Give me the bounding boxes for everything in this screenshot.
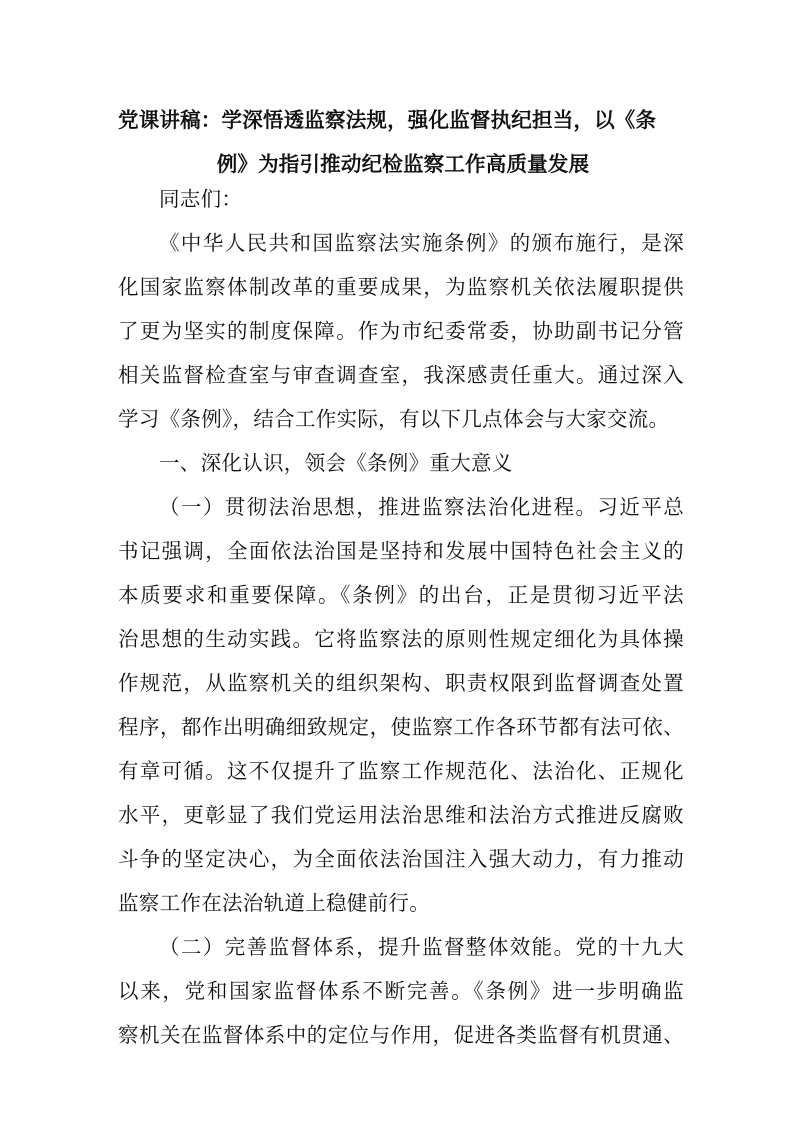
paragraph-line: 书记强调，全面依法治国是坚持和发展中国特色社会主义的 (118, 539, 684, 563)
paragraph-line: 了更为坚实的制度保障。作为市纪委常委，协助副书记分管 (118, 319, 684, 343)
paragraph-line: （一）贯彻法治思想，推进监察法治化进程。习近平总 (159, 495, 684, 519)
document-title-line-1: 党课讲稿：学深悟透监察法规，强化监督执纪担当，以《条 (118, 108, 657, 132)
paragraph-line: （二）完善监督体系，提升监督整体效能。党的十九大 (159, 935, 684, 959)
paragraph-line: 以来，党和国家监督体系不断完善。《条例》进一步明确监 (118, 979, 684, 1003)
paragraph-line: 监察工作在法治轨道上稳健前行。 (118, 891, 430, 915)
paragraph-line: 水平，更彰显了我们党运用法治思维和法治方式推进反腐败 (118, 803, 684, 827)
paragraph-line: 《中华人民共和国监察法实施条例》的颁布施行，是深 (159, 231, 684, 255)
paragraph-line: 相关监督检查室与审查调查室，我深感责任重大。通过深入 (118, 363, 684, 387)
paragraph-line: 作规范，从监察机关的组织架构、职责权限到监督调查处置 (118, 671, 684, 695)
section-heading: 一、深化认识，领会《条例》重大意义 (159, 451, 513, 475)
paragraph-line: 斗争的坚定决心，为全面依法治国注入强大动力，有力推动 (118, 847, 684, 871)
salutation: 同志们： (159, 187, 243, 211)
paragraph-line: 有章可循。这不仅提升了监察工作规范化、法治化、正规化 (118, 759, 684, 783)
paragraph-line: 本质要求和重要保障。《条例》的出台，正是贯彻习近平法 (118, 583, 684, 607)
paragraph-line: 治思想的生动实践。它将监察法的原则性规定细化为具体操 (118, 627, 684, 651)
paragraph-line: 化国家监察体制改革的重要成果，为监察机关依法履职提供 (118, 275, 684, 299)
paragraph-line: 学习《条例》，结合工作实际，有以下几点体会与大家交流。 (118, 407, 670, 431)
paragraph-line: 察机关在监督体系中的定位与作用，促进各类监督有机贯通、 (118, 1023, 684, 1047)
paragraph-line: 程序，都作出明确细致规定，使监察工作各环节都有法可依、 (118, 715, 684, 739)
document-title-line-2: 例》为指引推动纪检监察工作高质量发展 (216, 152, 590, 176)
